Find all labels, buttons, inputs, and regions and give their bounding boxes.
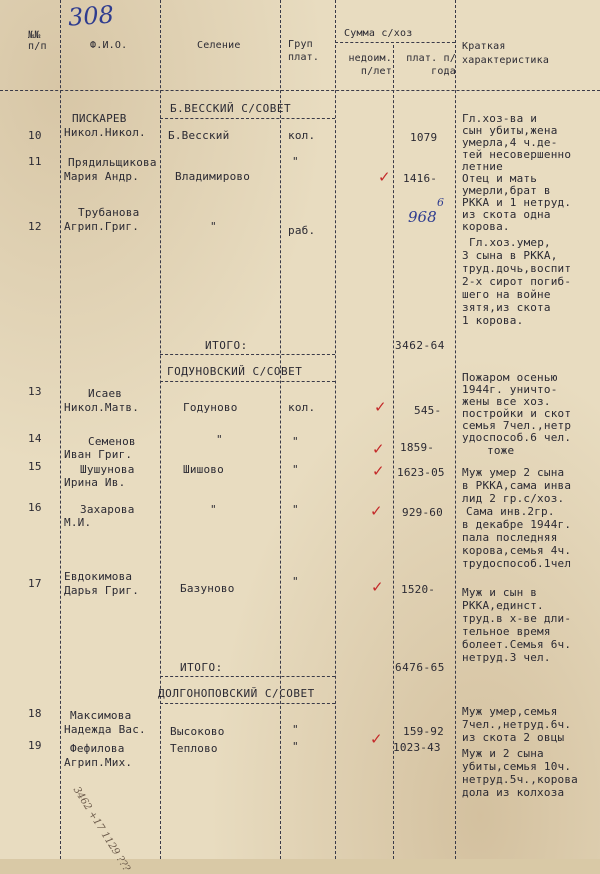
row-desc-line: 1 корова. [462, 314, 524, 327]
row-desc-line: тоже [487, 444, 515, 457]
row-village: " [210, 220, 217, 233]
row-name: Максимова [70, 709, 132, 722]
row-number: 15 [28, 460, 42, 473]
row-desc-line: Муж и 2 сына [462, 747, 544, 760]
row-number: 17 [28, 577, 42, 590]
row-number: 13 [28, 385, 42, 398]
row-group: кол. [288, 129, 316, 142]
row-desc-line: из скота одна [462, 208, 551, 221]
row-desc-line: труд.дочь,воспит [462, 262, 572, 275]
row-group: кол. [288, 401, 316, 414]
header-group: Груп плат. [288, 39, 320, 63]
col-rule [60, 0, 61, 859]
row-desc-line: 1944г. уничто- [462, 383, 558, 396]
row-village: Годуново [183, 401, 238, 414]
row-desc-line: Гл.хоз.умер, [469, 236, 551, 249]
col-rule [335, 0, 336, 859]
row-sum: 929-60 [402, 506, 443, 519]
row-desc-line: сын убиты,жена [462, 124, 558, 137]
row-desc-line: труд.в х-ве дли- [462, 612, 572, 625]
row-desc-line: болеет.Семья 6ч. [462, 638, 572, 651]
section-rule [160, 354, 335, 355]
row-name: Прядильщикова [68, 156, 157, 169]
row-group: " [292, 503, 299, 516]
row-desc-line: из скота 2 овцы [462, 731, 565, 744]
row-desc-line: корова,семья 4ч. [462, 544, 572, 557]
row-desc-line: Гл.хоз-ва и [462, 112, 538, 125]
section-title: Б.ВЕССКИЙ С/СОВЕТ [170, 102, 292, 115]
row-surname: ПИСКАРЕВ [72, 112, 127, 125]
row-desc-line: 2-х сирот погиб- [462, 275, 572, 288]
col-rule [160, 0, 161, 859]
sum-subheader-rule [335, 42, 455, 43]
col-rule [393, 45, 394, 859]
handwritten-page-number: 308 [67, 0, 115, 32]
row-name: Евдокимова [64, 570, 133, 583]
row-name: Агрип.Григ. [64, 220, 140, 233]
row-desc-line: тей несовершенно [462, 148, 572, 161]
header-arrears: недоим. п/лет [348, 53, 392, 77]
row-village: " [210, 503, 217, 516]
row-desc-line: в РККА,сама инва [462, 479, 572, 492]
row-name: Дарья Григ. [64, 584, 140, 597]
row-number: 10 [28, 129, 42, 142]
row-number: 11 [28, 155, 42, 168]
header-village: Селение [197, 40, 241, 51]
row-village: Б.Весский [168, 129, 230, 142]
row-desc-line: в декабре 1944г. [462, 518, 572, 531]
header-sum: Сумма с/хоз [344, 28, 413, 39]
section-total-label: ИТОГО: [205, 339, 248, 352]
row-group: раб. [288, 224, 316, 237]
header-fio: Ф.И.О. [90, 40, 128, 51]
row-desc-line: Отец и мать [462, 172, 538, 185]
section-rule [160, 118, 335, 119]
col-rule [280, 0, 281, 859]
col-rule [455, 0, 456, 859]
row-desc-line: умерли,брат в [462, 184, 551, 197]
row-sum: 1859- [400, 441, 435, 454]
row-name: Трубанова [78, 206, 140, 219]
checkmark-icon: ✓ [372, 440, 385, 458]
header-number: №№ п/п [28, 30, 47, 52]
row-desc-line: Муж умер 2 сына [462, 466, 565, 479]
checkmark-icon: ✓ [371, 578, 384, 596]
row-village: " [216, 433, 223, 446]
header-payment: плат. п/года [406, 53, 456, 77]
row-number: 18 [28, 707, 42, 720]
row-desc-line: убиты,семья 10ч. [462, 760, 572, 773]
row-sum: 1023-43 [393, 741, 441, 754]
row-village: Владимирово [175, 170, 251, 183]
row-desc-line: 3 сына в РККА, [462, 249, 558, 262]
checkmark-icon: ✓ [378, 168, 391, 186]
row-desc-line: Сама инв.2гр. [466, 505, 555, 518]
section-total-value: 6476-65 [395, 661, 445, 674]
checkmark-icon: ✓ [372, 462, 385, 480]
row-desc-line: пала последняя [462, 531, 558, 544]
handwritten-note: 6 [437, 196, 444, 209]
row-village: Теплово [170, 742, 218, 755]
row-sum: 1079 [410, 131, 438, 144]
row-desc-line: Пожаром осенью [462, 371, 558, 384]
row-name: Иван Григ. [64, 448, 133, 461]
row-desc-line: Муж и сын в [462, 586, 538, 599]
row-desc-line: лид 2 гр.с/хоз. [462, 492, 565, 505]
row-desc-line: удоспособ.6 чел. [462, 431, 572, 444]
section-rule [160, 381, 335, 382]
row-name: Никол.Матв. [64, 401, 140, 414]
section-title: ГОДУНОВСКИЙ С/СОВЕТ [167, 365, 303, 378]
row-desc-line: шего на войне [462, 288, 551, 301]
row-desc-line: летние [462, 160, 503, 173]
row-desc-line: постройки и скот [462, 407, 572, 420]
checkmark-icon: ✓ [374, 398, 387, 416]
row-number: 16 [28, 501, 42, 514]
section-total-label: ИТОГО: [180, 661, 223, 674]
row-desc-line: трудоспособ.1чел [462, 557, 572, 570]
row-village: Базуново [180, 582, 235, 595]
section-title: ДОЛГОНОПОВСКИЙ С/СОВЕТ [158, 687, 315, 700]
row-desc-line: Муж умер,семья [462, 705, 558, 718]
row-name: Шушунова [80, 463, 135, 476]
row-sum: 1520- [401, 583, 436, 596]
header-characteristic: Краткая характеристика [462, 41, 550, 66]
row-number: 12 [28, 220, 42, 233]
row-group: " [292, 575, 299, 588]
row-sum: 1623-05 [397, 466, 445, 479]
row-name: Мария Андр. [64, 170, 140, 183]
row-group: " [292, 723, 299, 736]
row-sum: 159-92 [403, 725, 444, 738]
row-desc-line: дола из колхоза [462, 786, 565, 799]
margin-pencil-note: 3462 +17 1129 ??? [70, 785, 132, 874]
section-rule [160, 703, 335, 704]
checkmark-icon: ✓ [370, 502, 383, 520]
row-desc-line: семья 7чел.,нетр [462, 419, 572, 432]
handwritten-note: 968 [408, 208, 437, 226]
row-name: Исаев [88, 387, 123, 400]
row-village: Высоково [170, 725, 225, 738]
row-desc-line: умерла,4 ч.де- [462, 136, 558, 149]
row-village: Шишово [183, 463, 224, 476]
row-group: " [292, 463, 299, 476]
row-desc-line: РККА и 1 нетруд. [462, 196, 572, 209]
row-name: Никол.Никол. [64, 126, 146, 139]
row-group: " [292, 740, 299, 753]
row-sum: 545- [414, 404, 442, 417]
row-desc-line: 7чел.,нетруд.6ч. [462, 718, 572, 731]
row-desc-line: РККА,единст. [462, 599, 544, 612]
row-name: Фефилова [70, 742, 125, 755]
section-rule [160, 676, 335, 677]
row-sum: 1416- [403, 172, 438, 185]
row-name: Семенов [88, 435, 136, 448]
row-desc-line: тельное время [462, 625, 551, 638]
header-rule [0, 90, 600, 91]
row-desc-line: жены все хоз. [462, 395, 551, 408]
row-desc-line: зятя,из скота [462, 301, 551, 314]
row-number: 19 [28, 739, 42, 752]
row-group: " [292, 155, 299, 168]
row-name: Ирина Ив. [64, 476, 126, 489]
row-name: Захарова [80, 503, 135, 516]
row-desc-line: нетруд.3 чел. [462, 651, 551, 664]
checkmark-icon: ✓ [370, 730, 383, 748]
section-total-value: 3462-64 [395, 339, 445, 352]
row-name: Агрип.Мих. [64, 756, 133, 769]
row-desc-line: нетруд.5ч.,корова [462, 773, 578, 786]
row-number: 14 [28, 432, 42, 445]
row-name: М.И. [64, 516, 92, 529]
row-name: Надежда Вас. [64, 723, 146, 736]
row-desc-line: корова. [462, 220, 510, 233]
row-group: " [292, 435, 299, 448]
